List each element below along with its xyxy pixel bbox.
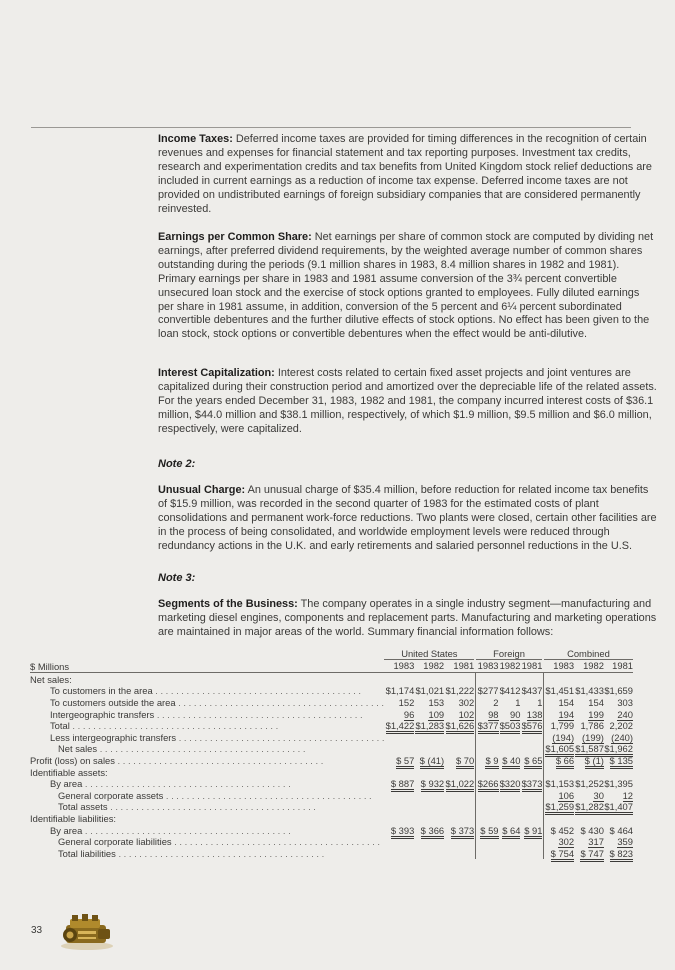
cell-value: 106 — [558, 789, 575, 801]
dot-leader: . . . . . . . . . . . . . . . . . . . . . . . . . . . . . . . . . . . . . . . . — [97, 743, 306, 755]
year-header: 1981 — [521, 660, 543, 672]
dot-leader: . . . . . . . . . . . . . . . . . . . . . . . . . . . . . . . . . . . . . . . . — [154, 708, 363, 720]
cell-us — [444, 673, 474, 685]
row-label-text: By area — [50, 778, 83, 790]
unusual-charge-paragraph — [158, 484, 658, 554]
cell-co — [604, 778, 633, 790]
table-row — [30, 708, 633, 720]
cell-value: 359 — [617, 836, 633, 848]
cell-co — [574, 720, 604, 732]
table-row — [30, 789, 633, 801]
dot-leader: . . . . . . . . . . . . . . . . . . . . . . . . . . . . . . . . . . . . . . . . — [69, 720, 279, 732]
cell-value: 302 — [458, 696, 475, 708]
cell-value: $437 — [521, 685, 543, 697]
cell-value: (199) — [582, 731, 604, 743]
top-rule — [31, 127, 631, 128]
cell-value: $ 430 — [580, 824, 604, 836]
cell-us — [384, 720, 414, 732]
dot-leader: . . . . . . . . . . . . . . . . . . . . . . . . . . . . . . . . . . . . . . . . — [175, 696, 384, 708]
cell-us — [444, 824, 474, 836]
interest-text: Interest costs related to certain fixed asset projects and joint ventures are capitalized during their construction period and amortized over the depreciable life of the related assets. For the years ended December 31, 1983, 1982 and 1981, the company incurred interest costs of $36.1 million, $44.0 million and $38.1 million, respectively, of which $1.9 million, $9.5 million and $6.0 million, respectively, were capitalized. — [158, 367, 657, 435]
cell-fo — [476, 708, 499, 720]
cell-value: $ 9 — [485, 755, 498, 769]
interest-section — [158, 367, 658, 437]
note-3-title: Note 3: — [158, 572, 196, 584]
segments-text: The company operates in a single industry segment—manufacturing and marketing diesel engines, components and replacement parts. Manufacturing and marketing operations are maintained in major areas of the world. Summary financial information follows: — [158, 598, 657, 638]
cell-fo — [476, 847, 499, 859]
cell-fo — [499, 720, 521, 732]
cell-value: 302 — [558, 836, 575, 848]
cell-value: $ 464 — [609, 824, 633, 836]
note-3-section — [158, 598, 658, 640]
dot-leader: . . . . . . . . . . . . . . . . . . . . . . . . . . . . . . . . . . . . . . . . — [107, 801, 316, 813]
cell-fo — [476, 801, 499, 813]
cell-co — [544, 778, 574, 790]
cell-value: $ 91 — [524, 825, 542, 839]
cell-fo — [499, 696, 521, 708]
cell-value: 2,202 — [609, 720, 633, 732]
table-row — [30, 731, 633, 743]
cell-us — [444, 778, 474, 790]
cell-value: 154 — [588, 696, 604, 708]
table-row — [30, 824, 633, 836]
row-label — [30, 847, 384, 859]
cell-co — [604, 743, 633, 755]
table-row — [30, 801, 633, 813]
year-header: 1983 — [477, 660, 499, 672]
cell-us — [414, 673, 444, 685]
cell-us — [414, 801, 444, 813]
cell-value: $1,282 — [575, 801, 604, 815]
table-row — [30, 766, 633, 778]
cell-co — [604, 731, 633, 743]
cell-co — [544, 801, 574, 813]
cell-value: $ (1) — [585, 755, 604, 769]
cell-value: 102 — [458, 708, 475, 720]
row-label — [30, 743, 384, 755]
cell-co — [604, 824, 633, 836]
unusual-charge-heading: Unusual Charge: — [158, 484, 246, 496]
cell-value: $266 — [478, 778, 499, 792]
cell-us — [444, 685, 474, 697]
row-label-text: Net sales: — [30, 673, 72, 685]
cell-value: $1,587 — [575, 743, 604, 757]
row-label — [30, 812, 384, 824]
cell-value: 96 — [403, 708, 415, 720]
cell-value: $320 — [500, 778, 521, 792]
row-label-text: Less intergeographic transfers — [50, 731, 177, 743]
cell-co — [544, 720, 574, 732]
cell-fo — [476, 720, 499, 732]
cell-us — [414, 812, 444, 824]
cell-us — [444, 847, 474, 859]
dot-leader: . . . . . . . . . . . . . . . . . . . . . . . . . . . . . . . . . . . . . . . . — [114, 754, 324, 766]
cell-us — [414, 847, 444, 859]
row-label — [30, 778, 384, 790]
eps-heading: Earnings per Common Share: — [158, 231, 312, 243]
cell-value: 90 — [510, 708, 521, 720]
cell-co — [544, 743, 574, 755]
cell-us — [444, 754, 474, 766]
cell-co — [574, 685, 604, 697]
cell-us — [384, 696, 414, 708]
cell-fo — [476, 685, 499, 697]
row-label-text: By area — [50, 824, 83, 836]
cell-us — [444, 720, 474, 732]
cell-co — [574, 673, 604, 685]
cell-fo — [499, 673, 521, 685]
table-row — [30, 847, 633, 859]
cell-us — [414, 743, 444, 755]
cell-fo — [520, 824, 542, 836]
cell-fo — [476, 824, 499, 836]
cell-fo — [499, 801, 521, 813]
cell-value: $1,605 — [545, 743, 574, 757]
cell-value: 153 — [428, 696, 445, 708]
cell-value: $ 754 — [551, 848, 574, 862]
group-united-states: United States — [384, 647, 474, 659]
cell-us — [444, 708, 474, 720]
cell-fo — [499, 708, 521, 720]
dot-leader: . . . . . . . . . . . . . . . . . . . . . . . . . . . . . . . . . . . . . . . . — [82, 824, 291, 836]
row-label-text: General corporate assets — [58, 789, 164, 801]
cell-value: 1 — [515, 696, 521, 708]
cell-fo — [499, 743, 521, 755]
cell-value: $ 65 — [524, 755, 542, 769]
cell-co — [544, 685, 574, 697]
cell-us — [444, 743, 474, 755]
cell-co — [544, 731, 574, 743]
row-label — [30, 708, 384, 720]
cell-value: $412 — [499, 685, 521, 697]
cell-value: $ 452 — [550, 824, 575, 836]
cell-co — [604, 847, 633, 859]
cell-value: 12 — [622, 789, 633, 801]
cell-value: $ 823 — [610, 848, 633, 862]
cell-us — [414, 696, 444, 708]
cell-us — [414, 824, 444, 836]
cell-co — [544, 789, 574, 801]
cell-value: 30 — [593, 789, 604, 801]
cell-value: (194) — [552, 731, 575, 743]
cell-co — [544, 847, 574, 859]
dot-leader: . . . . . . . . . . . . . . . . . . . . . . . . . . . . . . . . . . . . . . . . — [171, 836, 380, 848]
cell-value: $277 — [477, 685, 499, 697]
cell-co — [574, 824, 604, 836]
table-row — [30, 754, 633, 766]
row-label — [30, 824, 384, 836]
cell-value: 1,786 — [580, 720, 604, 732]
year-header: 1981 — [444, 659, 474, 673]
year-header: 1981 — [604, 659, 633, 673]
cell-fo — [520, 847, 542, 859]
dot-leader: . . . . . . . . . . . . . . . . . . . . . . . . . . . . . . . . . . . . . . . . — [115, 847, 325, 859]
segment-table — [30, 647, 633, 859]
cell-value: (240) — [611, 731, 633, 743]
cell-co — [544, 708, 574, 720]
cell-value: 240 — [617, 708, 633, 720]
cell-value: $1,407 — [604, 801, 633, 815]
cell-fo — [476, 673, 499, 685]
cell-fo — [520, 754, 542, 766]
row-label-text: To customers in the area — [50, 685, 153, 697]
cell-co — [574, 778, 604, 790]
cell-fo — [499, 778, 521, 790]
income-taxes-section — [158, 133, 658, 216]
cell-value: $ (41) — [420, 755, 445, 769]
cell-us — [384, 801, 414, 813]
cell-co — [544, 696, 574, 708]
group-foreign: Foreign — [476, 647, 543, 659]
cell-value: $ 57 — [396, 755, 414, 769]
cell-us — [384, 754, 414, 766]
cell-fo — [520, 696, 542, 708]
group-combined: Combined — [544, 647, 633, 659]
row-label-text: Identifiable assets: — [30, 766, 108, 778]
row-label-text: Profit (loss) on sales — [30, 754, 115, 766]
cell-value: $1,259 — [545, 801, 574, 815]
cell-co — [604, 696, 633, 708]
cell-fo — [476, 754, 499, 766]
cell-co — [574, 708, 604, 720]
cell-us — [414, 754, 444, 766]
cell-us — [384, 708, 414, 720]
year-header: 1982 — [499, 660, 521, 672]
cell-us — [384, 847, 414, 859]
cell-value: $1,395 — [604, 778, 633, 790]
income-taxes-heading: Income Taxes: — [158, 133, 233, 145]
cell-value: $1,422 — [386, 720, 415, 734]
row-label — [30, 696, 384, 708]
income-taxes-text: Deferred income taxes are provided for timing differences in the recognition of certain revenues and expenses for financial statement and tax reporting purposes. Investment tax credits, research and experimentation credits and tax benefits from United Kingdom stock relief deductions are included in current earnings as a reduction of income tax expense. Deferred income taxes are not provided on undistributed earnings of foreign subsidiary companies that are considered permanently reinvested. — [158, 133, 652, 215]
cell-value: 109 — [428, 708, 445, 720]
cell-fo — [520, 708, 542, 720]
cell-value: $ 747 — [580, 848, 603, 862]
year-header: 1983 — [544, 659, 574, 673]
cell-value: $1,433 — [575, 685, 604, 697]
cell-value: $ 66 — [556, 755, 574, 769]
cell-fo — [520, 685, 542, 697]
cell-co — [574, 789, 604, 801]
dot-leader: . . . . . . . . . . . . . . . . . . . . . . . . . . . . . . . . . . . . . . . . — [176, 731, 385, 743]
cell-value: $576 — [522, 720, 543, 734]
cell-value: 152 — [398, 696, 415, 708]
year-header: 1983 — [384, 659, 414, 673]
cell-value: $503 — [500, 720, 521, 734]
row-label-text: Identifiable liabilities: — [30, 812, 116, 824]
cell-us — [444, 696, 474, 708]
cell-value: $ 932 — [421, 778, 444, 792]
cell-value: $1,451 — [545, 685, 575, 697]
cell-value: 2 — [493, 696, 499, 708]
cell-value: $1,021 — [415, 685, 445, 697]
row-label — [30, 789, 384, 801]
cell-fo — [476, 812, 499, 824]
cell-value: $1,252 — [575, 778, 604, 790]
row-label — [30, 731, 384, 743]
cell-fo — [476, 743, 499, 755]
cell-fo — [520, 778, 542, 790]
eps-paragraph — [158, 231, 658, 342]
cell-value: $377 — [478, 720, 499, 734]
cell-us — [384, 824, 414, 836]
cell-value: $ 366 — [421, 825, 444, 839]
cell-us — [414, 708, 444, 720]
cell-us — [444, 801, 474, 813]
year-header-row — [30, 659, 633, 673]
row-label-text: To customers outside the area — [50, 696, 176, 708]
cell-fo — [520, 673, 542, 685]
cell-fo — [520, 743, 542, 755]
cell-fo — [499, 685, 521, 697]
row-label-text: Intergeographic transfers — [50, 708, 155, 720]
cell-us — [384, 743, 414, 755]
year-header: 1982 — [414, 659, 444, 673]
income-taxes-paragraph — [158, 133, 658, 216]
note-2-title: Note 2: — [158, 458, 196, 470]
eps-section — [158, 231, 658, 342]
cell-fo — [499, 812, 521, 824]
cell-co — [574, 801, 604, 813]
row-label — [30, 766, 384, 778]
unusual-charge-text: An unusual charge of $35.4 million, before reduction for related income tax benefits of $15.9 million, was recorded in the second quarter of 1983 for the estimated costs of plant consolidations and permanent work-force reductions. Two plants were closed, certain other facilities are in the process of being consolidated, and worldwide employment levels were reduced through redundancy actions in the U.K. and early retirements and salaried personnel reductions in the U.S. — [158, 484, 657, 552]
table-row — [30, 812, 633, 824]
cell-value: 199 — [588, 708, 604, 720]
cell-value: $ 887 — [391, 778, 414, 792]
group-header-row — [30, 647, 633, 659]
note-2-section — [158, 484, 658, 554]
cell-value: $1,022 — [446, 778, 475, 792]
row-label-text: Total assets — [58, 801, 108, 813]
eps-text: Net earnings per share of common stock are computed by dividing net earnings, after preferred dividend requirements, by the weighted average number of common shares outstanding during the periods (9.1 million shares in 1983, 8.4 million shares in 1982 and 1981). Primary earnings per share in 1983 and 1981 assume conversion of the 3¾ percent convertible unsecured loan stock and the exercise of stock options granted to employees. Fully diluted earnings per share in 1981 assume, in addition, conversion of the 5 percent and 6¼ percent subordinated convertible debentures and the further dilutive effects of stock options. No effect has been given to the loan stock, stock options or convertible debentures when the effect would be anti-dilutive. — [158, 231, 654, 341]
cell-co — [574, 836, 604, 848]
table-row — [30, 673, 633, 685]
segments-heading: Segments of the Business: — [158, 598, 298, 610]
cell-fo — [520, 801, 542, 813]
cell-value: $ 135 — [610, 755, 633, 769]
cell-co — [604, 673, 633, 685]
cell-value: 317 — [588, 836, 604, 848]
segments-paragraph — [158, 598, 658, 640]
cell-fo — [476, 696, 499, 708]
cell-co — [604, 801, 633, 813]
cell-co — [544, 673, 574, 685]
cell-us — [444, 812, 474, 824]
cell-co — [604, 685, 633, 697]
cell-value: $1,962 — [604, 743, 633, 757]
cell-value: 1 — [537, 696, 543, 708]
cell-value: 194 — [558, 708, 575, 720]
cell-value: $1,283 — [415, 720, 444, 734]
diesel-engine-icon — [58, 911, 116, 951]
interest-heading: Interest Capitalization: — [158, 367, 275, 379]
table-row — [30, 836, 633, 848]
row-label — [30, 801, 384, 813]
cell-co — [574, 696, 604, 708]
cell-fo — [499, 847, 521, 859]
table-row — [30, 685, 633, 697]
cell-fo — [476, 778, 499, 790]
cell-value: $ 64 — [502, 825, 520, 839]
cell-value: 303 — [617, 696, 633, 708]
cell-co — [544, 824, 574, 836]
row-label-text: General corporate liabilities — [58, 836, 172, 848]
cell-value: $1,174 — [385, 685, 415, 697]
cell-co — [574, 743, 604, 755]
page-number: 33 — [31, 925, 43, 936]
cell-us — [414, 778, 444, 790]
cell-fo — [499, 824, 521, 836]
interest-paragraph — [158, 367, 658, 437]
cell-fo — [499, 754, 521, 766]
cell-value: 1,799 — [550, 720, 575, 732]
unit-label: $ Millions — [30, 659, 384, 673]
cell-value: $ 59 — [480, 825, 498, 839]
row-label — [30, 673, 384, 685]
cell-us — [384, 673, 414, 685]
cell-fo — [520, 720, 542, 732]
cell-us — [384, 778, 414, 790]
row-label — [30, 836, 384, 848]
cell-us — [384, 812, 414, 824]
cell-value: $1,659 — [604, 685, 633, 697]
table-row — [30, 743, 633, 755]
table-row — [30, 720, 633, 732]
table-row — [30, 696, 633, 708]
cell-value: 138 — [526, 708, 543, 720]
row-label-text: Net sales — [58, 743, 98, 755]
cell-co — [574, 731, 604, 743]
cell-value: $1,626 — [446, 720, 475, 734]
year-header: 1982 — [574, 659, 604, 673]
cell-co — [604, 720, 633, 732]
cell-value: 154 — [558, 696, 575, 708]
cell-us — [414, 720, 444, 732]
cell-value: $ 40 — [502, 755, 520, 769]
cell-us — [384, 685, 414, 697]
row-label — [30, 685, 384, 697]
cell-value: $ 393 — [391, 825, 414, 839]
cell-value: $373 — [522, 778, 543, 792]
cell-value: $1,222 — [445, 685, 475, 697]
cell-co — [604, 836, 633, 848]
cell-value: $1,153 — [545, 778, 575, 790]
table-row — [30, 778, 633, 790]
cell-fo — [520, 812, 542, 824]
cell-co — [574, 847, 604, 859]
cell-co — [604, 789, 633, 801]
dot-leader: . . . . . . . . . . . . . . . . . . . . . . . . . . . . . . . . . . . . . . . . — [82, 778, 291, 790]
row-label — [30, 754, 384, 766]
dot-leader: . . . . . . . . . . . . . . . . . . . . . . . . . . . . . . . . . . . . . . . . — [163, 789, 372, 801]
cell-value: 98 — [488, 708, 499, 720]
row-label-text: Total — [50, 720, 70, 732]
cell-value: $ 373 — [451, 825, 474, 839]
dot-leader: . . . . . . . . . . . . . . . . . . . . . . . . . . . . . . . . . . . . . . . . — [152, 685, 362, 697]
cell-co — [604, 708, 633, 720]
cell-co — [544, 836, 574, 848]
cell-us — [414, 685, 444, 697]
cell-value: $ 70 — [456, 755, 474, 769]
row-label — [30, 720, 384, 732]
row-label-text: Total liabilities — [58, 847, 116, 859]
